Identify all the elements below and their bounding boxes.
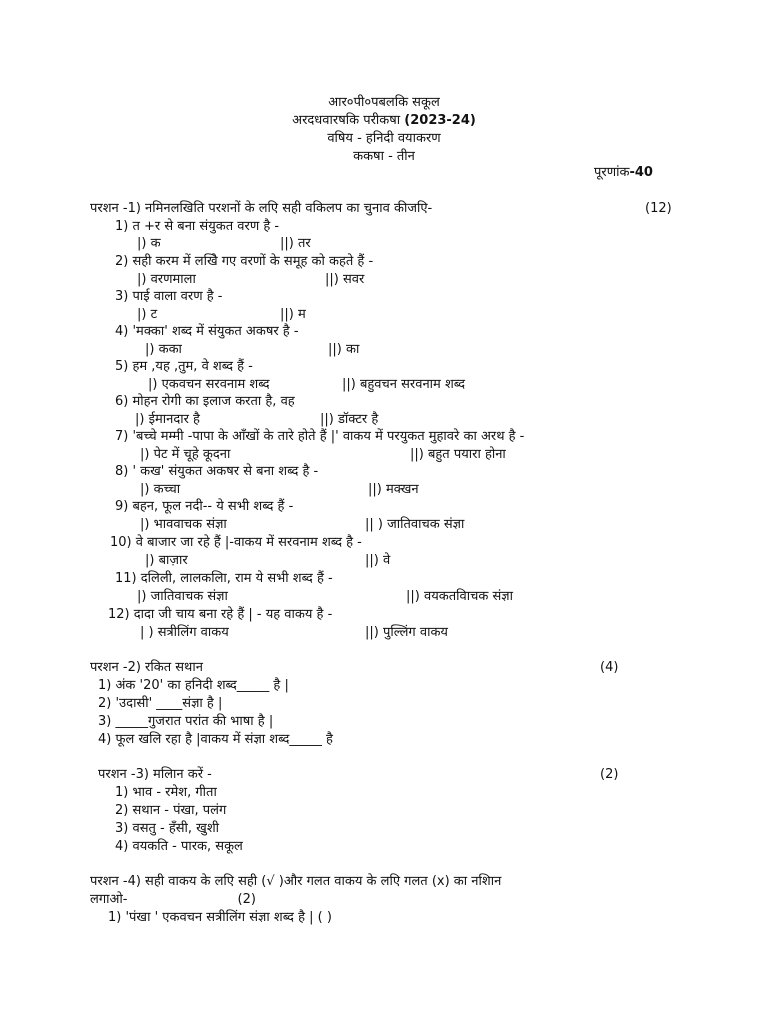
q4-item-1: 1) 'पंखा ' एकवचन सत्रीलिंग संज्ञा शब्द है | ( ) xyxy=(108,910,332,925)
q3-item-2: 2) सथान - पंखा, पलंग xyxy=(115,803,227,818)
q2-item-2: 2) 'उदासी' ____संज्ञा है | xyxy=(98,696,223,711)
q1-item-5-option-b: ||) बहुवचन सरवनाम शब्द xyxy=(342,377,466,392)
q1-item-2: 2) सही करम में लखिे गए वरणों के समूह को कहते हैं - xyxy=(115,254,374,269)
q1-item-4-option-a: |) कका xyxy=(145,342,182,357)
q1-item-8: 8) ' कख' संयुकत अकषर से बना शब्द है - xyxy=(115,464,319,479)
q4-title-line2: लगाओ- xyxy=(90,892,128,907)
q3-item-4: 4) वयकति - पारक, सकूल xyxy=(115,839,243,854)
q1-item-10-option-b: ||) वे xyxy=(365,553,391,568)
q1-item-7-option-a: |) पेट में चूहे कूदना xyxy=(140,447,231,462)
q1-item-10: 10) वे बाजार जा रहे हैं |-वाकय में सरवनाम शब्द है - xyxy=(110,535,362,550)
total-marks xyxy=(594,165,653,181)
q1-item-11: 11) दलिली, लालकलिा, राम ये सभी शब्द हैं - xyxy=(115,571,333,586)
total-marks-label: पूरणांक xyxy=(594,165,630,180)
q1-item-10-option-a: |) बाज़ार xyxy=(145,553,188,568)
q4-marks: (2) xyxy=(237,892,256,907)
q1-item-3-option-a: |) ट xyxy=(137,307,158,322)
q1-item-3-option-b: ||) म xyxy=(280,307,306,322)
subject-line: वषिय - हनिदी वयाकरण xyxy=(327,131,441,146)
q2-item-1: 1) अंक '20' का हनिदी शब्द_____ है | xyxy=(98,678,289,693)
q1-item-9-option-b: || ) जातिवाचक संज्ञा xyxy=(365,517,465,532)
exam-title xyxy=(0,113,768,129)
q1-item-6: 6) मोहन रोगी का इलाज करता है, वह xyxy=(115,394,295,409)
q1-item-9: 9) बहन, फूल नदी-- ये सभी शब्द हैं - xyxy=(115,499,294,514)
q2-title: परशन -2) रकित सथान xyxy=(90,660,203,675)
q3-item-1: 1) भाव - रमेश, गीता xyxy=(115,785,217,800)
q1-item-7: 7) 'बच्चे मम्मी -पापा के आँखों के तारे होते हैं |' वाकय में परयुकत मुहावरे का अरथ है - xyxy=(115,429,525,444)
q1-item-12-option-b: ||) पुल्लिंग वाकय xyxy=(365,625,448,640)
q1-item-5: 5) हम ,यह ,तुम, वे शब्द हैं - xyxy=(115,359,253,374)
q1-marks: (12) xyxy=(645,201,672,216)
q1-item-11-option-b: ||) वयकतविाचक संज्ञा xyxy=(406,589,513,604)
q4-title: परशन -4) सही वाकय के लएि सही (√ )और गलत वाकय के लएि गलत (x) का नशिान xyxy=(90,874,502,889)
school-name: आर०पी०पबलकि सकूल xyxy=(328,95,440,110)
q1-item-8-option-a: |) कच्चा xyxy=(140,482,181,497)
q1-item-5-option-a: |) एकवचन सरवनाम शब्द xyxy=(148,377,270,392)
q1-item-11-option-a: |) जातिवाचक संज्ञा xyxy=(137,589,228,604)
q1-item-6-option-b: ||) डॉक्टर है xyxy=(320,412,379,427)
q1-item-1-option-a: |) क xyxy=(137,236,161,251)
total-marks-value: -40 xyxy=(629,165,653,180)
class-line: ककषा - तीन xyxy=(353,149,415,164)
q1-item-8-option-b: ||) मक्खन xyxy=(368,482,419,497)
q1-item-2-option-a: |) वरणमाला xyxy=(137,272,196,287)
q2-marks: (4) xyxy=(600,660,619,675)
exam-name: अरदधवारषकि परीकषा xyxy=(292,113,401,128)
q4-title-continued xyxy=(90,892,256,908)
q3-item-3: 3) वसतु - हँसी, खुशी xyxy=(115,821,220,836)
q1-item-4: 4) 'मक्का' शब्द में संयुकत अकषर है - xyxy=(115,324,299,339)
q2-item-3: 3) _____गुजरात परांत की भाषा है | xyxy=(98,714,274,729)
q2-item-4: 4) फूल खलि रहा है |वाकय में संज्ञा शब्द_____ है xyxy=(98,732,333,747)
q3-title: परशन -3) मलिान करें - xyxy=(98,767,212,782)
q1-item-9-option-a: |) भाववाचक संज्ञा xyxy=(140,517,227,532)
q1-item-12: 12) दादा जी चाय बना रहे हैं | - यह वाकय है - xyxy=(108,607,333,622)
q1-title: परशन -1) नमिनलखिति परशनों के लएि सही वकिलप का चुनाव कीजएि- xyxy=(90,201,433,216)
q1-item-1: 1) त +र से बना संयुकत वरण है - xyxy=(115,219,280,234)
q1-item-2-option-b: ||) सवर xyxy=(325,272,365,287)
q1-item-3: 3) पाई वाला वरण है - xyxy=(115,289,223,304)
q1-item-6-option-a: |) ईमानदार है xyxy=(135,412,200,427)
exam-year: (2023-24) xyxy=(404,113,476,128)
q1-item-7-option-b: ||) बहुत पयारा होना xyxy=(410,447,506,462)
q1-item-1-option-b: ||) तर xyxy=(280,236,311,251)
q3-marks: (2) xyxy=(600,767,619,782)
q1-item-4-option-b: ||) का xyxy=(328,342,360,357)
q1-item-12-option-a: | ) सत्रीलिंग वाकय xyxy=(140,625,229,640)
